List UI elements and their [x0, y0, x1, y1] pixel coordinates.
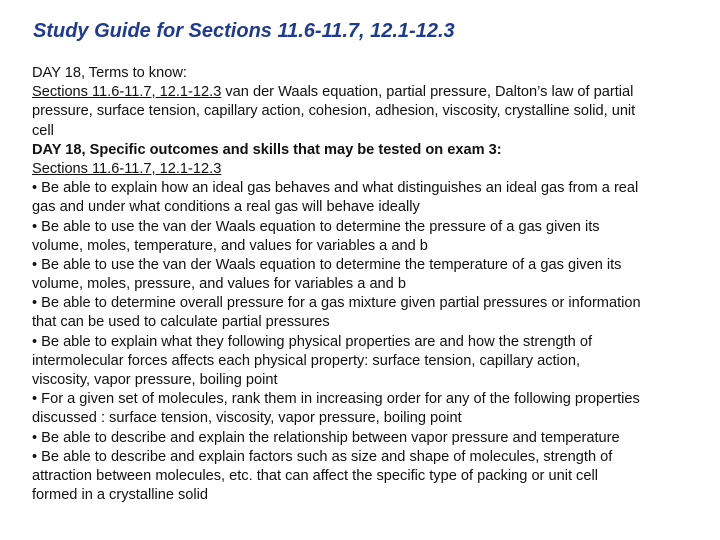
terms-line-1	[32, 83, 702, 102]
terms-heading: DAY 18, Terms to know	[32, 65, 183, 81]
page-title: Study Guide for Sections 11.6-11.7, 12.1-12.3	[33, 20, 455, 42]
outcomes-sections-line	[32, 160, 702, 179]
outcome-text-line: formed in a crystalline solid	[32, 487, 209, 504]
outcome-text-line: • Be able to use the van der Waals equation to determine the temperature of a gas given its	[32, 256, 622, 273]
outcome-text-line: volume, moles, pressure, and values for variables a and b	[32, 276, 406, 293]
outcome-text-line: • Be able to use the van der Waals equation to determine the pressure of a gas given its	[32, 218, 600, 235]
outcomes-sections-ref: Sections 11.6-11.7, 12.1-12.3	[32, 160, 222, 177]
outcome-text-line: gas and under what conditions a real gas will behave ideally	[32, 199, 420, 216]
outcome-text-line: volume, moles, temperature, and values for variables a and b	[32, 237, 428, 254]
outcomes-bullet-list	[32, 179, 702, 505]
outcome-text-line: • Be able to determine overall pressure for a gas mixture given partial pressures or information	[32, 295, 641, 312]
terms-heading-colon: :	[182, 65, 187, 81]
outcome-text-line: viscosity, vapor pressure, boiling point	[32, 372, 278, 388]
terms-list-part-1: van der Waals equation, partial pressure, Dalton’s law of partial	[221, 84, 634, 101]
outcome-text-line: that can be used to calculate partial pressures	[32, 314, 330, 331]
terms-line-2: pressure, surface tension, capillary action, cohesion, adhesion, viscosity, crystalline solid, unit	[32, 103, 636, 120]
terms-line-3: cell	[32, 122, 54, 139]
outcome-text-line: • Be able to explain how an ideal gas behaves and what distinguishes an ideal gas from a real	[32, 180, 639, 197]
terms-sections-ref: Sections 11.6-11.7, 12.1-12.3	[32, 84, 222, 101]
outcome-text-line: intermolecular forces affects each physical property: surface tension, capillary action,	[32, 352, 581, 369]
study-guide-body	[32, 64, 702, 505]
outcome-text-line: • Be able to describe and explain factors such as size and shape of molecules, strength of	[32, 448, 613, 465]
outcome-text-line: • Be able to explain what they following physical properties are and how the strength of	[32, 333, 593, 350]
outcomes-heading: DAY 18, Specific outcomes and skills that may be tested on exam 3:	[32, 141, 502, 158]
outcome-text-line: • Be able to describe and explain the relationship between vapor pressure and temperature	[32, 429, 620, 446]
outcome-text-line: • For a given set of molecules, rank them in increasing order for any of the following properties	[32, 391, 640, 408]
outcome-text-line: discussed : surface tension, viscosity, vapor pressure, boiling point	[32, 410, 462, 427]
terms-heading-line	[32, 64, 702, 83]
outcome-text-line: attraction between molecules, etc. that can affect the specific type of packing or unit cell	[32, 467, 598, 484]
